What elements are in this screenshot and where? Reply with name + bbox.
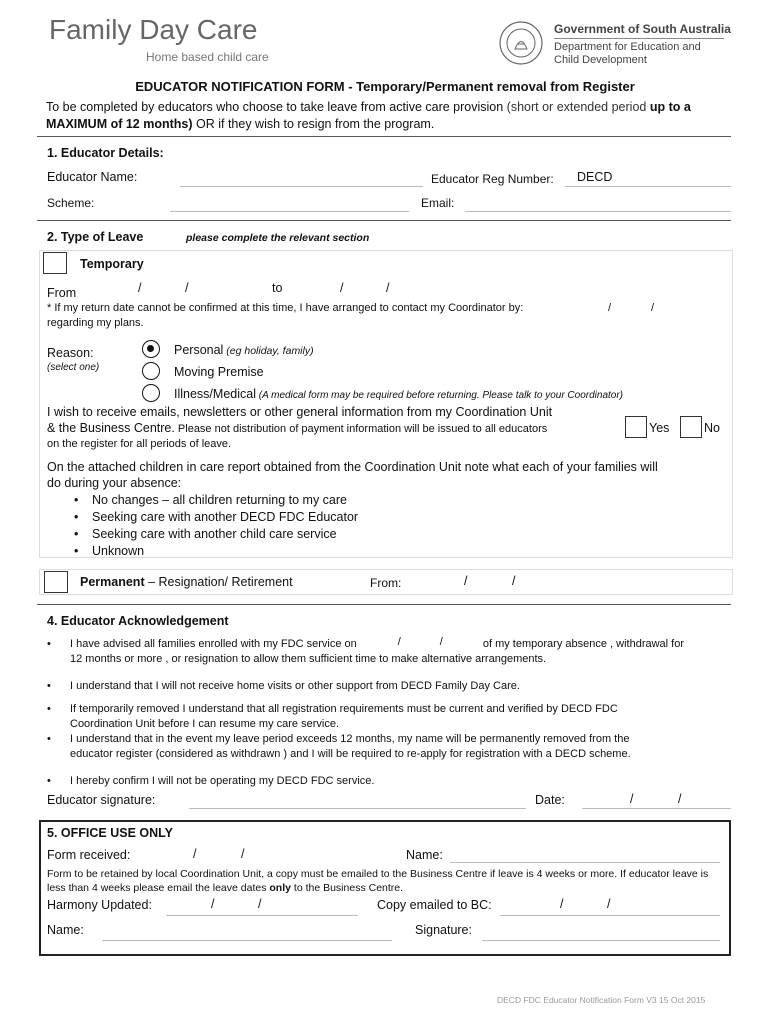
copy-emailed-field[interactable] [500,915,720,916]
section-divider [37,136,731,137]
emails-question-2a: & the Business Centre. [47,421,175,435]
brand-subtitle: Home based child care [146,50,269,64]
acknowledgement-item [47,732,737,762]
acknowledgement-item-3b: Coordination Unit before I can resume my care service. [70,718,340,730]
date-field[interactable] [582,808,731,809]
office-note-2 [47,881,727,895]
children-option: • Unknown [74,543,358,560]
temporary-checkbox[interactable] [43,252,67,274]
harmony-date-slash-1: / [211,897,215,911]
emails-question: I wish to receive emails, newsletters or other general information from my Coordination Unit [47,405,553,419]
acknowledgement-item-1c: 12 months or more , or resignation to allow them sufficient time to make alternative arrangements. [70,653,547,665]
section4-heading: 4. Educator Acknowledgement [47,614,229,628]
received-date-slash-2[interactable]: / [241,847,245,861]
office-note [47,867,727,895]
acknowledgement-item-1a: I have advised all families enrolled with my FDC service on [70,638,357,650]
harmony-updated-label: Harmony Updated: [47,898,152,912]
reason-personal-text: Personal [174,343,224,357]
reason-label: Reason: [47,346,94,360]
form-title: EDUCATOR NOTIFICATION FORM - Temporary/Permanent removal from Register [135,79,635,94]
harmony-updated-field[interactable] [166,915,358,916]
reason-medical-text: Illness/Medical [174,387,256,401]
emails-no-label: No [704,421,720,435]
to-date-slash-2[interactable]: / [386,281,390,295]
permanent-from-label: From: [370,576,402,590]
copy-date-slash-1: / [560,897,564,911]
emails-no-checkbox[interactable] [680,416,702,438]
copy-emailed-label: Copy emailed to BC: [377,898,492,912]
scheme-label: Scheme: [47,196,95,210]
permanent-date-slash-1[interactable]: / [464,574,468,588]
reg-number-value: DECD [577,170,613,184]
section-divider [37,220,731,221]
intro-text-3: OR if they wish to resign from the program. [192,117,435,131]
children-question-2: do during your absence: [47,476,182,490]
emails-question-2 [47,421,547,435]
intro-text: To be completed by educators who choose to take leave from active care provision [46,100,504,114]
department-line2: Child Development [554,54,647,66]
children-option: • Seeking care with another DECD FDC Educator [74,509,358,526]
office-note-2a: less than 4 weeks please email the leave dates [47,882,270,894]
office-signature-label: Signature: [415,923,472,937]
section2-note: please complete the relevant section [186,232,370,244]
emails-yes-checkbox[interactable] [625,416,647,438]
reason-personal-hint: (eg holiday, family) [223,345,314,357]
department-line1: Department for Education and [554,41,701,53]
emails-yes-label: Yes [649,421,670,435]
scheme-field[interactable] [170,211,409,212]
children-question-1: On the attached children in care report obtained from the Coordination Unit note what each of your families will [47,460,658,474]
reason-personal-label [174,343,314,357]
reason-medical-label [174,387,623,401]
date-slash-1: / [630,792,634,806]
reason-medical-hint: (A medical form may be required before returning. Please talk to your Coordinator) [255,390,624,401]
emails-question-3: on the register for all periods of leave. [47,438,232,450]
acknowledgement-item: • I understand that I will not receive home visits or other support from DECD Family Day Care. [47,679,737,694]
office-name-label: Name: [406,848,443,862]
reason-personal-radio[interactable] [142,340,160,358]
office-name2-label: Name: [47,923,84,937]
reg-number-field[interactable] [565,186,731,187]
children-option: • Seeking care with another child care service [74,526,358,543]
advised-date-slash-1: / [397,636,401,648]
emails-question-2b: Please not distribution of payment information will be issued to all educators [174,423,548,435]
return-note-2: regarding my plans. [47,317,144,329]
to-label: to [272,281,283,295]
educator-name-field[interactable] [180,186,423,187]
signature-field[interactable] [189,808,526,809]
from-date-slash-1[interactable]: / [138,281,142,295]
government-name: Government of South Australia [554,22,731,36]
acknowledgement-item-1b: of my temporary absence , withdrawal for [482,638,684,650]
intro-text-bold: up to a MAXIMUM of 12 months) [46,100,691,131]
office-note-2b: only [269,882,291,894]
department-name [554,41,701,67]
section-divider [37,604,731,605]
office-name-field[interactable] [450,862,720,863]
reason-moving-label: Moving Premise [174,365,264,379]
office-name2-field[interactable] [102,940,392,941]
footer-version: DECD FDC Educator Notification Form V3 15 Oct 2015 [497,995,706,1005]
section2-heading: 2. Type of Leave [47,230,144,244]
harmony-date-slash-2: / [258,897,262,911]
email-field[interactable] [465,211,731,212]
header-divider [554,38,724,39]
permanent-sublabel: – Resignation/ Retirement [144,575,293,589]
educator-name-label: Educator Name: [47,170,138,184]
acknowledgement-item-4a: I understand that in the event my leave period exceeds 12 months, my name will be permanently removed from the [70,733,630,745]
acknowledgement-item-3a: If temporarily removed I understand that all registration requirements must be current and verified by DECD FDC [70,703,618,715]
contact-date-slash-1[interactable]: / [608,302,612,314]
acknowledgement-item [47,702,737,732]
copy-date-slash-2: / [607,897,611,911]
from-date-slash-2[interactable]: / [185,281,189,295]
office-note-2c: to the Business Centre. [290,882,404,894]
to-date-slash-1[interactable]: / [340,281,344,295]
acknowledgement-item [47,637,737,667]
temporary-label: Temporary [80,257,144,271]
children-option: • No changes – all children returning to my care [74,492,358,509]
acknowledgement-item-4b: educator register (considered as withdrawn ) and I will be required to re-apply for registration with a DECD scheme. [70,748,631,760]
contact-date-slash-2[interactable]: / [651,302,655,314]
section1-heading: 1. Educator Details: [47,146,164,160]
permanent-label-bold: Permanent [80,575,145,589]
acknowledgement-list [47,637,737,789]
intro-text-2: (short or extended period [503,100,650,114]
office-signature-field[interactable] [482,940,720,941]
government-seal-icon [498,20,544,66]
reason-medical-radio[interactable] [142,384,160,402]
section5-heading: 5. OFFICE USE ONLY [47,826,173,840]
children-options-list [74,492,358,560]
reason-moving-radio[interactable] [142,362,160,380]
office-note-1: Form to be retained by local Coordination Unit, a copy must be emailed to the Business Centre if leave is 4 weeks or more. If educator leave is [47,868,709,880]
children-question [47,459,727,491]
acknowledgement-item: • I hereby confirm I will not be operating my DECD FDC service. [47,774,737,789]
form-received-label: Form received: [47,848,131,862]
date-label: Date: [535,793,565,807]
permanent-date-slash-2[interactable]: / [512,574,516,588]
email-label: Email: [421,196,455,210]
form-intro [46,99,736,133]
advised-date-slash-2: / [439,636,443,648]
permanent-label [80,575,293,589]
date-slash-2: / [678,792,682,806]
reg-number-label: Educator Reg Number: [431,172,554,186]
received-date-slash-1[interactable]: / [193,847,197,861]
brand-title: Family Day Care [49,14,258,45]
signature-label: Educator signature: [47,793,156,807]
return-note: * If my return date cannot be confirmed at this time, I have arranged to contact my Coordinator by: [47,302,524,314]
from-label: From [47,286,77,300]
permanent-checkbox[interactable] [44,571,68,593]
select-one-hint: (select one) [47,362,100,373]
